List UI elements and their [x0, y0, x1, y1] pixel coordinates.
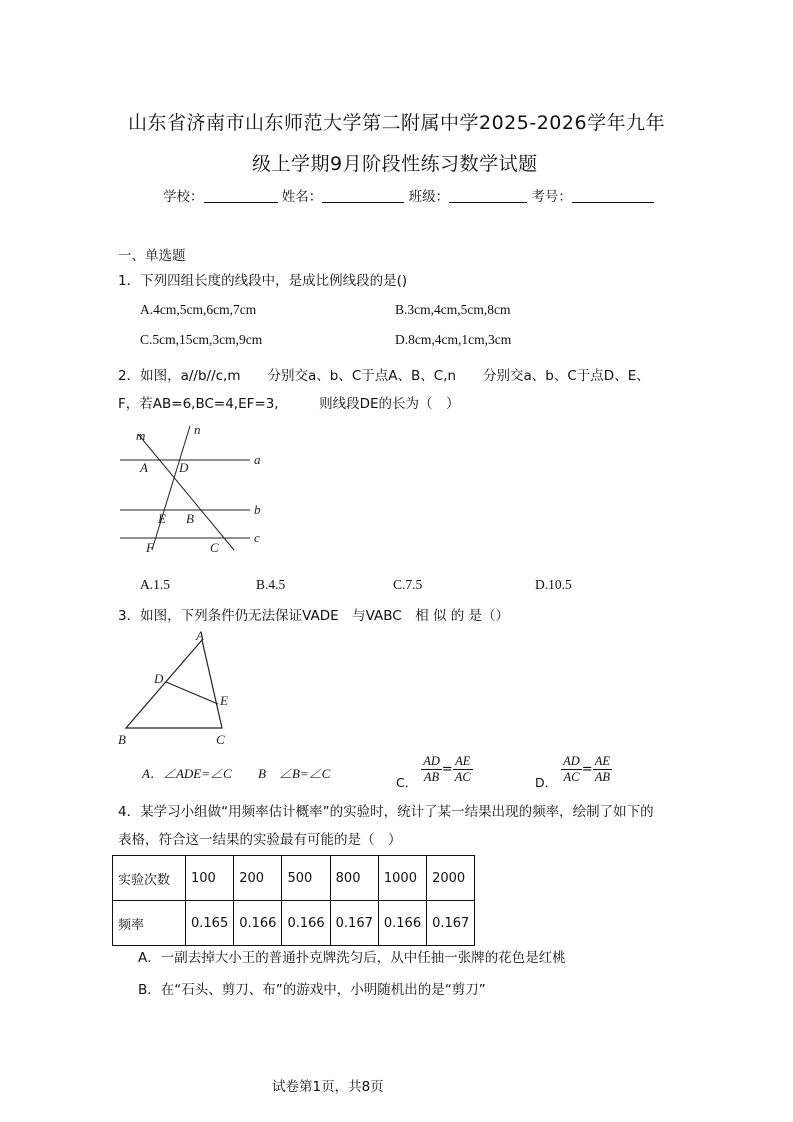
- table-cell: 0.166: [282, 901, 330, 946]
- tri-label-E: E: [220, 693, 228, 708]
- q4-stem-line-1: 4．某学习小组做“用频率估计概率”的实验时，统计了某一结果出现的频率，绘制了如下的: [118, 804, 654, 820]
- q3-c-fraction-1: [421, 754, 442, 785]
- label-n: n: [194, 422, 201, 437]
- q3-d-fraction-2: [593, 754, 612, 785]
- q3-c-frac2-num: AE: [453, 754, 473, 770]
- q3-option-d-prefix: D．: [535, 775, 558, 790]
- frequency-table: [112, 855, 475, 946]
- page-footer: 试卷第1页，共8页: [272, 1079, 384, 1095]
- q3-option-b: B ∠B=∠C: [258, 766, 331, 781]
- student-info-line: [163, 185, 654, 205]
- q1-option-c: C.5cm,15cm,3cm,9cm: [140, 332, 263, 347]
- table-row: [113, 901, 475, 946]
- q2-option-b: B.4.5: [256, 577, 286, 592]
- school-blank[interactable]: [204, 190, 278, 203]
- q2-parallel-lines-figure: [110, 420, 280, 560]
- label-E: E: [158, 511, 166, 526]
- class-blank[interactable]: [449, 190, 527, 203]
- table-cell: 200: [234, 856, 282, 901]
- label-a: a: [254, 452, 261, 467]
- label-C: C: [210, 540, 219, 555]
- table-row: [113, 856, 475, 901]
- q3-option-d: [535, 754, 612, 791]
- table-cell: 500: [282, 856, 330, 901]
- q3-d-frac1-den: AC: [563, 770, 580, 784]
- table-cell: 0.165: [186, 901, 234, 946]
- q2-option-a: A.1.5: [140, 577, 170, 592]
- q3-d-equals: =: [581, 762, 593, 777]
- school-label: 学校：: [163, 189, 204, 205]
- q3-d-frac2-num: AE: [594, 754, 610, 768]
- q2-stem-line-2: F，若AB=6,BC=4,EF=3, 则线段DE的长为（ ）: [118, 396, 460, 412]
- table-cell: 1000: [378, 856, 426, 901]
- table-cell: 100: [186, 856, 234, 901]
- label-B: B: [186, 511, 194, 526]
- tri-label-A: A: [196, 628, 204, 643]
- tri-label-B: B: [118, 732, 126, 747]
- tri-label-C: C: [216, 732, 225, 747]
- label-b: b: [254, 502, 261, 517]
- q1-stem: 1．下列四组长度的线段中，是成比例线段的是(): [118, 273, 408, 289]
- q3-option-a: A．∠ADE=∠C: [142, 766, 232, 781]
- table-cell: 2000: [427, 856, 475, 901]
- q4-stem-line-2: 表格，符合这一结果的实验最有可能的是（ ）: [118, 832, 402, 848]
- q2-option-c: C.7.5: [393, 577, 423, 592]
- title-line-1: 山东省济南市山东师范大学第二附属中学2025-2026学年九年: [128, 112, 666, 134]
- q3-d-frac2-den: AB: [594, 770, 610, 784]
- label-m: m: [136, 428, 146, 443]
- table-cell: 0.167: [427, 901, 475, 946]
- q3-c-frac2-den: AC: [454, 770, 471, 784]
- q3-c-frac1-num: AD: [423, 754, 440, 768]
- label-D: D: [179, 460, 189, 475]
- q3-triangle-figure: [112, 628, 242, 750]
- name-blank[interactable]: [322, 190, 404, 203]
- exam-no-blank[interactable]: [572, 190, 654, 203]
- tri-label-D: D: [154, 671, 164, 686]
- title-line-2: 级上学期9月阶段性练习数学试题: [252, 153, 538, 175]
- q1-option-b: B.3cm,4cm,5cm,8cm: [395, 302, 511, 317]
- table-header-cell: 实验次数: [113, 856, 186, 901]
- q1-option-a: A.4cm,5cm,6cm,7cm: [140, 302, 257, 317]
- label-A: A: [140, 460, 148, 475]
- table-header-cell: 频率: [113, 901, 186, 946]
- q4-option-b: B．在“石头、剪刀、布”的游戏中，小明随机出的是“剪刀”: [138, 982, 486, 998]
- q3-c-frac1-den: AB: [423, 770, 440, 784]
- q3-d-fraction-1: [561, 754, 582, 785]
- table-cell: 0.166: [378, 901, 426, 946]
- q2-option-d: D.10.5: [535, 577, 572, 592]
- section-heading: 一、单选题: [118, 248, 186, 264]
- q3-option-c: [396, 754, 473, 791]
- q3-c-fraction-2: [453, 754, 473, 785]
- q2-stem-line-1: 2．如图，a//b//c,m 分别交a、b、C于点A、B、C,n 分别交a、b、C于点D、E、: [118, 368, 650, 384]
- class-label: 班级：: [408, 189, 450, 205]
- table-cell: 0.167: [330, 901, 378, 946]
- q1-option-d: D.8cm,4cm,1cm,3cm: [395, 332, 512, 347]
- q3-c-equals: =: [441, 762, 453, 777]
- label-F: F: [146, 540, 154, 555]
- table-cell: 800: [330, 856, 378, 901]
- name-label: 姓名：: [281, 189, 323, 205]
- q3-d-frac1-num: AD: [563, 754, 580, 768]
- q3-stem: 3．如图，下列条件仍无法保证VADE 与VABC 相 似 的 是（）: [118, 608, 510, 624]
- table-cell: 0.166: [234, 901, 282, 946]
- q4-option-a: A．一副去掉大小王的普通扑克牌洗匀后，从中任抽一张牌的花色是红桃: [138, 950, 566, 966]
- exam-no-label: 考号：: [531, 189, 572, 205]
- label-c: c: [254, 530, 260, 545]
- q3-option-c-prefix: C．: [396, 775, 418, 790]
